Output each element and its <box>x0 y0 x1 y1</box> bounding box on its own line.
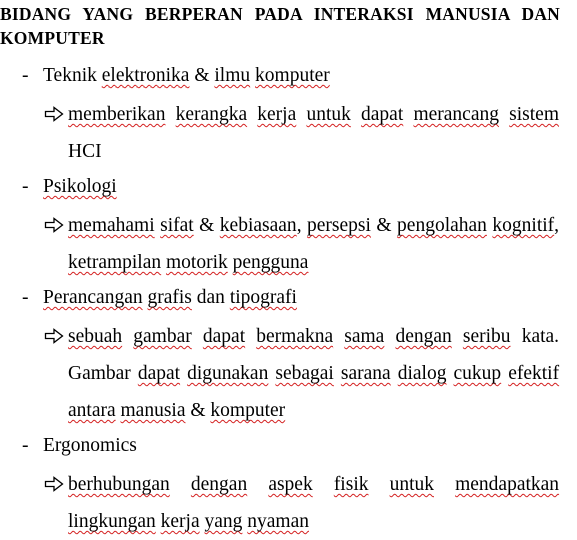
document-heading: BIDANG YANG BERPERAN PADA INTERAKSI MANUSIA DAN KOMPUTER <box>0 4 560 48</box>
bullet-dash: - <box>22 287 29 308</box>
topic-label: Perancangan grafis dan tipografi <box>43 287 297 308</box>
topic-label: Teknik elektronika & ilmu komputer <box>43 65 330 86</box>
topic-label: Ergonomics <box>43 435 137 456</box>
arrow-right-icon <box>44 106 64 122</box>
description-text: memahami sifat & kebiasaan, persepsi & pengolahan kognitif, ketrampilan motorik pengguna <box>68 215 560 273</box>
description-text: berhubungan dengan aspek fisik untuk mendapatkan lingkungan kerja yang nyaman <box>68 474 560 532</box>
bullet-dash: - <box>22 176 29 197</box>
arrow-right-icon <box>44 476 64 492</box>
description-text: memberikan kerangka kerja untuk dapat merancang sistem HCI <box>68 104 559 162</box>
topic-label: Psikologi <box>43 176 117 197</box>
bullet-dash: - <box>22 65 29 86</box>
description-text: sebuah gambar dapat bermakna sama dengan seribu kata. Gambar dapat digunakan sebagai sarana dialog cukup efektif antara manusia & komputer <box>68 326 560 421</box>
bullet-dash: - <box>22 435 29 456</box>
arrow-right-icon <box>44 328 64 344</box>
arrow-right-icon <box>44 217 64 233</box>
